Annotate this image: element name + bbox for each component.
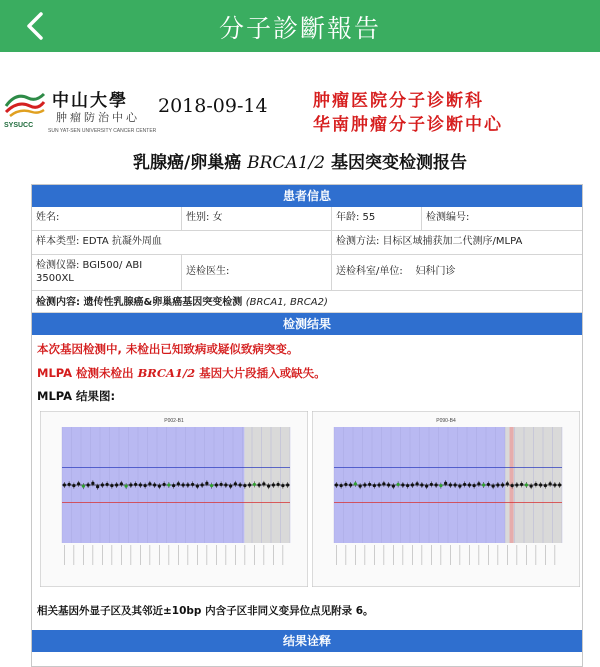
data-point	[439, 484, 442, 487]
mlpa-chart-1	[40, 411, 308, 587]
data-point	[286, 483, 289, 486]
data-point	[349, 483, 352, 486]
data-point	[420, 483, 423, 486]
data-point	[182, 483, 185, 486]
test-content-row	[32, 291, 582, 313]
data-point	[77, 482, 80, 485]
data-point	[378, 483, 381, 486]
data-point	[110, 484, 113, 487]
data-point	[172, 484, 175, 487]
data-point	[525, 483, 528, 486]
data-point	[506, 482, 509, 485]
data-point	[87, 483, 90, 486]
data-point	[120, 482, 123, 485]
data-point	[530, 485, 533, 488]
data-point	[281, 484, 284, 487]
data-point	[134, 483, 137, 486]
data-point	[544, 484, 547, 487]
data-point	[430, 483, 433, 486]
data-point	[68, 483, 71, 486]
data-point	[359, 485, 362, 488]
patient-row-2	[32, 231, 582, 255]
data-point	[520, 483, 523, 486]
patient-section-header: 患者信息	[32, 185, 582, 207]
chart-title: P002-B1	[164, 418, 184, 424]
data-point	[454, 483, 457, 486]
data-point	[473, 484, 476, 487]
interpretation-section-header: 结果诠释	[32, 630, 582, 652]
data-point	[91, 482, 94, 485]
data-point	[444, 482, 447, 485]
institution-line-2: 华南肿瘤分子诊断中心	[313, 115, 503, 135]
data-point	[416, 482, 419, 485]
data-point	[63, 483, 66, 486]
data-point	[558, 483, 561, 486]
data-point	[186, 483, 189, 486]
data-point	[82, 485, 85, 488]
data-point	[501, 483, 504, 486]
data-point	[139, 483, 142, 486]
page-title: 分子診斷報告	[218, 14, 381, 43]
data-point	[425, 485, 428, 488]
data-point	[277, 483, 280, 486]
report-document	[0, 52, 600, 667]
data-point	[382, 482, 385, 485]
data-point	[515, 483, 518, 486]
test-content: 检测内容: 遗传性乳腺癌&卵巢癌基因突变检测 (BRCA1, BRCA2)	[36, 297, 328, 308]
data-point	[373, 484, 376, 487]
test-number: 检测编号:	[426, 212, 470, 223]
logo-abbreviation: SYSUCC	[4, 122, 34, 129]
patient-gender: 性别: 女	[182, 207, 332, 230]
patient-row-1	[32, 207, 582, 231]
data-point	[267, 485, 270, 488]
test-instrument: 检测仪器: BGI500/ ABI 3500XL	[32, 255, 182, 290]
test-method: 检测方法: 目标区域捕获加二代测序/MLPA	[336, 236, 523, 247]
data-point	[463, 483, 466, 486]
data-point	[106, 483, 109, 486]
data-point	[163, 483, 166, 486]
data-point	[344, 483, 347, 486]
data-point	[387, 483, 390, 486]
data-point	[196, 485, 199, 488]
logo-center-name: 肿瘤防治中心	[56, 111, 140, 124]
data-point	[340, 484, 343, 487]
data-point	[449, 483, 452, 486]
data-point	[496, 483, 499, 486]
data-point	[177, 482, 180, 485]
data-point	[411, 483, 414, 486]
data-point	[406, 484, 409, 487]
data-point	[487, 483, 490, 486]
data-point	[458, 485, 461, 488]
variant-footnote: 相关基因外显子区及其邻近±10bp 内含子区非同义变异位点见附录 6。	[37, 605, 374, 617]
data-point	[401, 483, 404, 486]
data-point	[468, 483, 471, 486]
data-point	[167, 483, 170, 486]
logo-university-name: 中山大學	[52, 91, 128, 111]
data-point	[511, 484, 514, 487]
results-section-header: 检测结果	[32, 313, 582, 335]
data-point	[220, 483, 223, 486]
data-point	[96, 485, 99, 488]
data-point	[215, 483, 218, 486]
data-point	[144, 484, 147, 487]
logo-english-name: SUN YAT-SEN UNIVERSITY CANCER CENTER	[48, 128, 157, 134]
data-point	[115, 483, 118, 486]
report-table	[31, 184, 583, 667]
data-point	[534, 483, 537, 486]
mlpa-chart-2	[312, 411, 580, 587]
data-point	[129, 483, 132, 486]
data-point	[335, 483, 338, 486]
data-point	[148, 482, 151, 485]
result-line-1: 本次基因检测中, 未检出已知致病或疑似致病突变。	[37, 342, 299, 356]
data-point	[368, 483, 371, 486]
data-point	[262, 482, 265, 485]
result-line-2: MLPA 检测未检出 BRCA1/2 基因大片段插入或缺失。	[37, 366, 326, 380]
data-point	[158, 485, 161, 488]
data-point	[243, 484, 246, 487]
report-date: 2018-09-14	[158, 95, 268, 117]
data-point	[482, 483, 485, 486]
data-point	[205, 482, 208, 485]
data-point	[258, 483, 261, 486]
data-point	[397, 483, 400, 486]
data-point	[210, 484, 213, 487]
mlpa-label: MLPA 结果图:	[37, 389, 116, 403]
data-point	[201, 483, 204, 486]
referring-department: 送检科室/单位: 妇科门诊	[336, 266, 456, 277]
app-header	[0, 0, 600, 52]
data-point	[253, 483, 256, 486]
data-point	[125, 485, 128, 488]
data-point	[272, 483, 275, 486]
data-point	[224, 483, 227, 486]
data-point	[492, 485, 495, 488]
data-point	[435, 483, 438, 486]
sample-type: 样本类型: EDTA 抗凝外周血	[32, 231, 332, 254]
patient-age: 年龄: 55	[332, 207, 422, 230]
data-point	[549, 482, 552, 485]
data-point	[101, 483, 104, 486]
data-point	[72, 484, 75, 487]
data-point	[354, 482, 357, 485]
data-point	[153, 483, 156, 486]
patient-row-3	[32, 255, 582, 291]
patient-name: 姓名:	[32, 207, 182, 230]
data-point	[234, 482, 237, 485]
data-point	[248, 483, 251, 486]
data-point	[477, 482, 480, 485]
data-point	[239, 483, 242, 486]
emblem-icon	[4, 88, 46, 118]
data-point	[363, 483, 366, 486]
data-point	[392, 485, 395, 488]
data-point	[539, 483, 542, 486]
university-logo	[4, 82, 157, 142]
referring-doctor: 送检医生:	[182, 255, 332, 290]
data-point	[553, 483, 556, 486]
report-title: 乳腺癌/卵巢癌 BRCA1/2 基因突变检测报告	[133, 153, 467, 173]
chart-title: P090-B4	[436, 418, 456, 424]
institution-line-1: 肿瘤医院分子诊断科	[313, 91, 484, 111]
data-point	[191, 483, 194, 486]
data-point	[229, 485, 232, 488]
